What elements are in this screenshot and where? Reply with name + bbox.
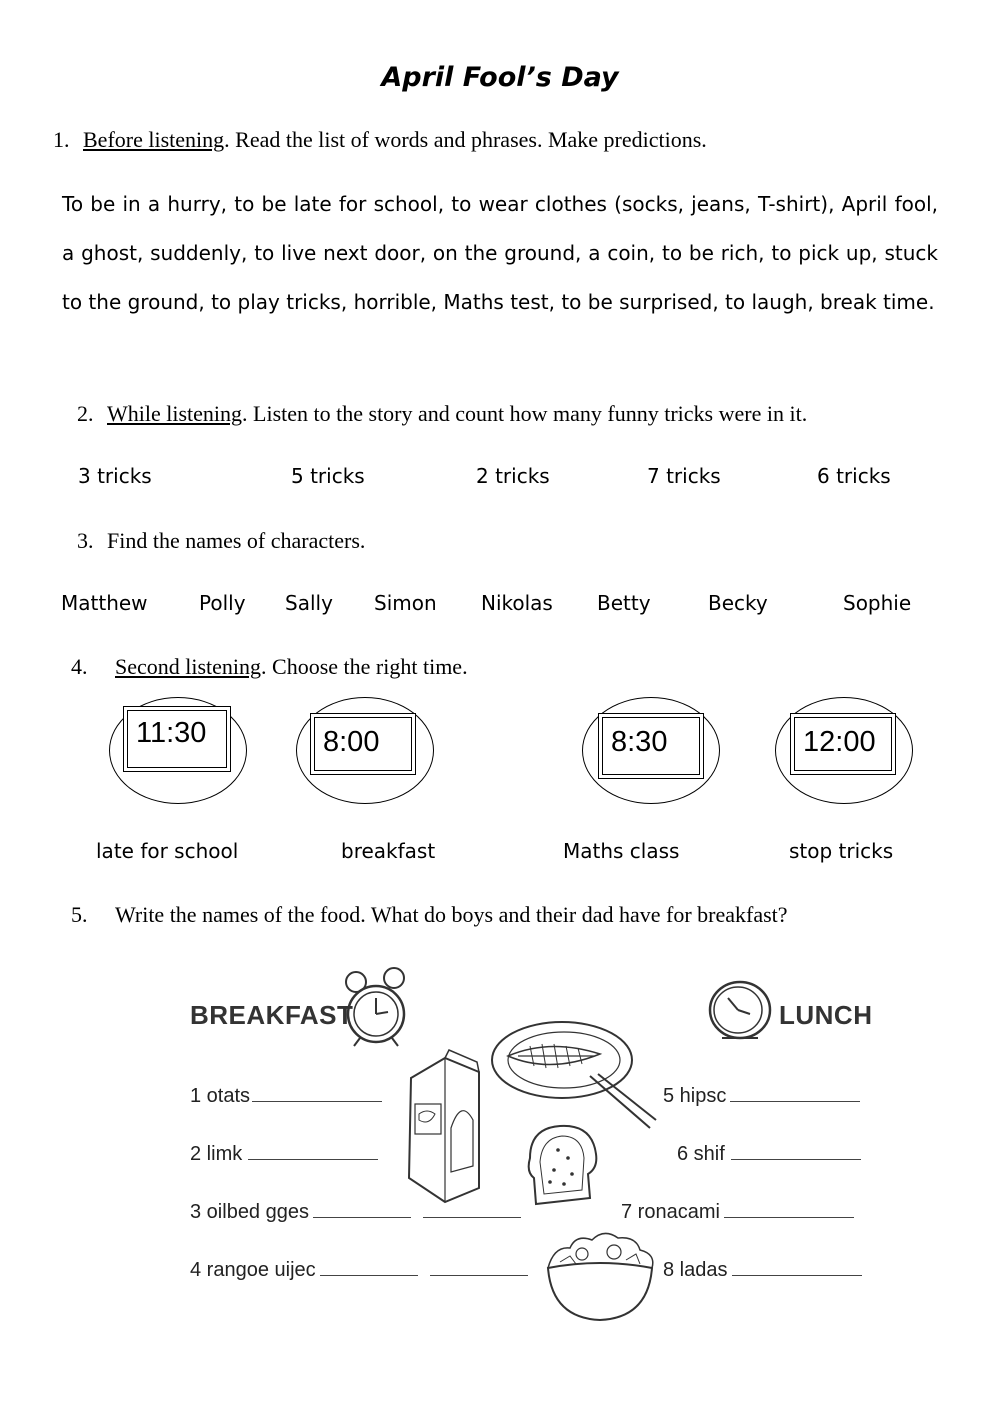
- character-name[interactable]: Sophie: [843, 591, 912, 615]
- answer-blank[interactable]: [731, 1159, 861, 1160]
- item-clue: 3 oilbed gges: [190, 1201, 309, 1223]
- task2-text: . Listen to the story and count how many funny tricks were in it.: [242, 401, 808, 426]
- alarm-clock-icon: [342, 966, 416, 1050]
- task3-text: Find the names of characters.: [107, 528, 366, 553]
- event-label: stop tricks: [789, 839, 894, 863]
- task2-instruction: [77, 401, 807, 427]
- item-clue: 6 shif: [677, 1143, 725, 1165]
- time-box[interactable]: 8:30: [598, 713, 704, 779]
- item-clue: 4 rangoe uijec: [190, 1259, 316, 1281]
- task3-number: 3.: [77, 528, 94, 553]
- trick-option[interactable]: 7 tricks: [647, 464, 721, 488]
- task5-number: 5.: [71, 902, 88, 927]
- task1-instruction: [53, 127, 707, 153]
- breakfast-item: [190, 1085, 382, 1108]
- word-list: To be in a hurry, to be late for school, to wear clothes (socks, jeans, T-shirt), April fool, a ghost, suddenly, to live next door, on the ground, a coin, to be rich, to pick up, stuck to the ground, to play tricks, horrible, Maths test, to be surprised, to laugh, break time.: [62, 192, 938, 314]
- character-name[interactable]: Nikolas: [481, 591, 553, 615]
- answer-blank[interactable]: [730, 1101, 860, 1102]
- task1-text: . Read the list of words and phrases. Make predictions.: [224, 127, 707, 152]
- time-box[interactable]: 11:30: [123, 706, 231, 772]
- lunch-heading: LUNCH: [779, 1000, 873, 1030]
- event-label: late for school: [96, 839, 239, 863]
- answer-blank[interactable]: [423, 1217, 521, 1218]
- lunch-item: [621, 1201, 854, 1224]
- event-label: Maths class: [563, 839, 680, 863]
- lunch-item: [663, 1259, 862, 1282]
- answer-blank[interactable]: [313, 1217, 411, 1218]
- answer-blank[interactable]: [320, 1275, 418, 1276]
- lunch-item: [663, 1085, 860, 1108]
- breakfast-item: [190, 1201, 521, 1224]
- breakfast-item: [190, 1259, 528, 1282]
- task4-number: 4.: [71, 654, 88, 679]
- answer-blank[interactable]: [430, 1275, 528, 1276]
- salad-bowl-icon: [540, 1228, 660, 1324]
- breakfast-item: [190, 1143, 378, 1166]
- breakfast-heading: BREAKFAST: [190, 1000, 354, 1030]
- item-clue: 8 ladas: [663, 1259, 728, 1281]
- character-name[interactable]: Sally: [285, 591, 333, 615]
- character-name[interactable]: Polly: [199, 591, 246, 615]
- task4-text: . Choose the right time.: [261, 654, 468, 679]
- task4-label: Second listening: [115, 654, 262, 679]
- task1-label: Before listening: [83, 127, 225, 152]
- item-clue: 5 hipsc: [663, 1085, 727, 1107]
- trick-option[interactable]: 6 tricks: [817, 464, 891, 488]
- event-label: breakfast: [341, 839, 436, 863]
- item-clue: 1 otats: [190, 1085, 251, 1107]
- item-clue: 7 ronacami: [621, 1201, 720, 1223]
- task5-instruction: [71, 902, 788, 928]
- task1-number: 1.: [53, 127, 70, 152]
- character-name[interactable]: Betty: [597, 591, 651, 615]
- character-name[interactable]: Simon: [374, 591, 437, 615]
- trick-option[interactable]: 5 tricks: [291, 464, 365, 488]
- trick-option[interactable]: 2 tricks: [476, 464, 550, 488]
- task2-number: 2.: [77, 401, 94, 426]
- clock-icon: [704, 978, 776, 1046]
- task3-instruction: [77, 528, 365, 554]
- answer-blank[interactable]: [248, 1159, 378, 1160]
- time-box[interactable]: 8:00: [310, 713, 416, 775]
- answer-blank[interactable]: [252, 1101, 382, 1102]
- answer-blank[interactable]: [732, 1275, 862, 1276]
- item-clue: 2 limk: [190, 1143, 243, 1165]
- task2-label: While listening: [107, 401, 243, 426]
- answer-blank[interactable]: [724, 1217, 854, 1218]
- task5-text: Write the names of the food. What do boys and their dad have for breakfast?: [115, 902, 788, 927]
- toast-icon: [520, 1118, 612, 1210]
- page-title: April Fool’s Day: [381, 62, 619, 93]
- trick-option[interactable]: 3 tricks: [78, 464, 152, 488]
- task4-instruction: [71, 654, 468, 680]
- lunch-item: [677, 1143, 861, 1166]
- milk-carton-icon: [405, 1048, 485, 1204]
- time-box[interactable]: 12:00: [790, 713, 896, 775]
- character-name[interactable]: Matthew: [61, 591, 148, 615]
- character-name[interactable]: Becky: [708, 591, 768, 615]
